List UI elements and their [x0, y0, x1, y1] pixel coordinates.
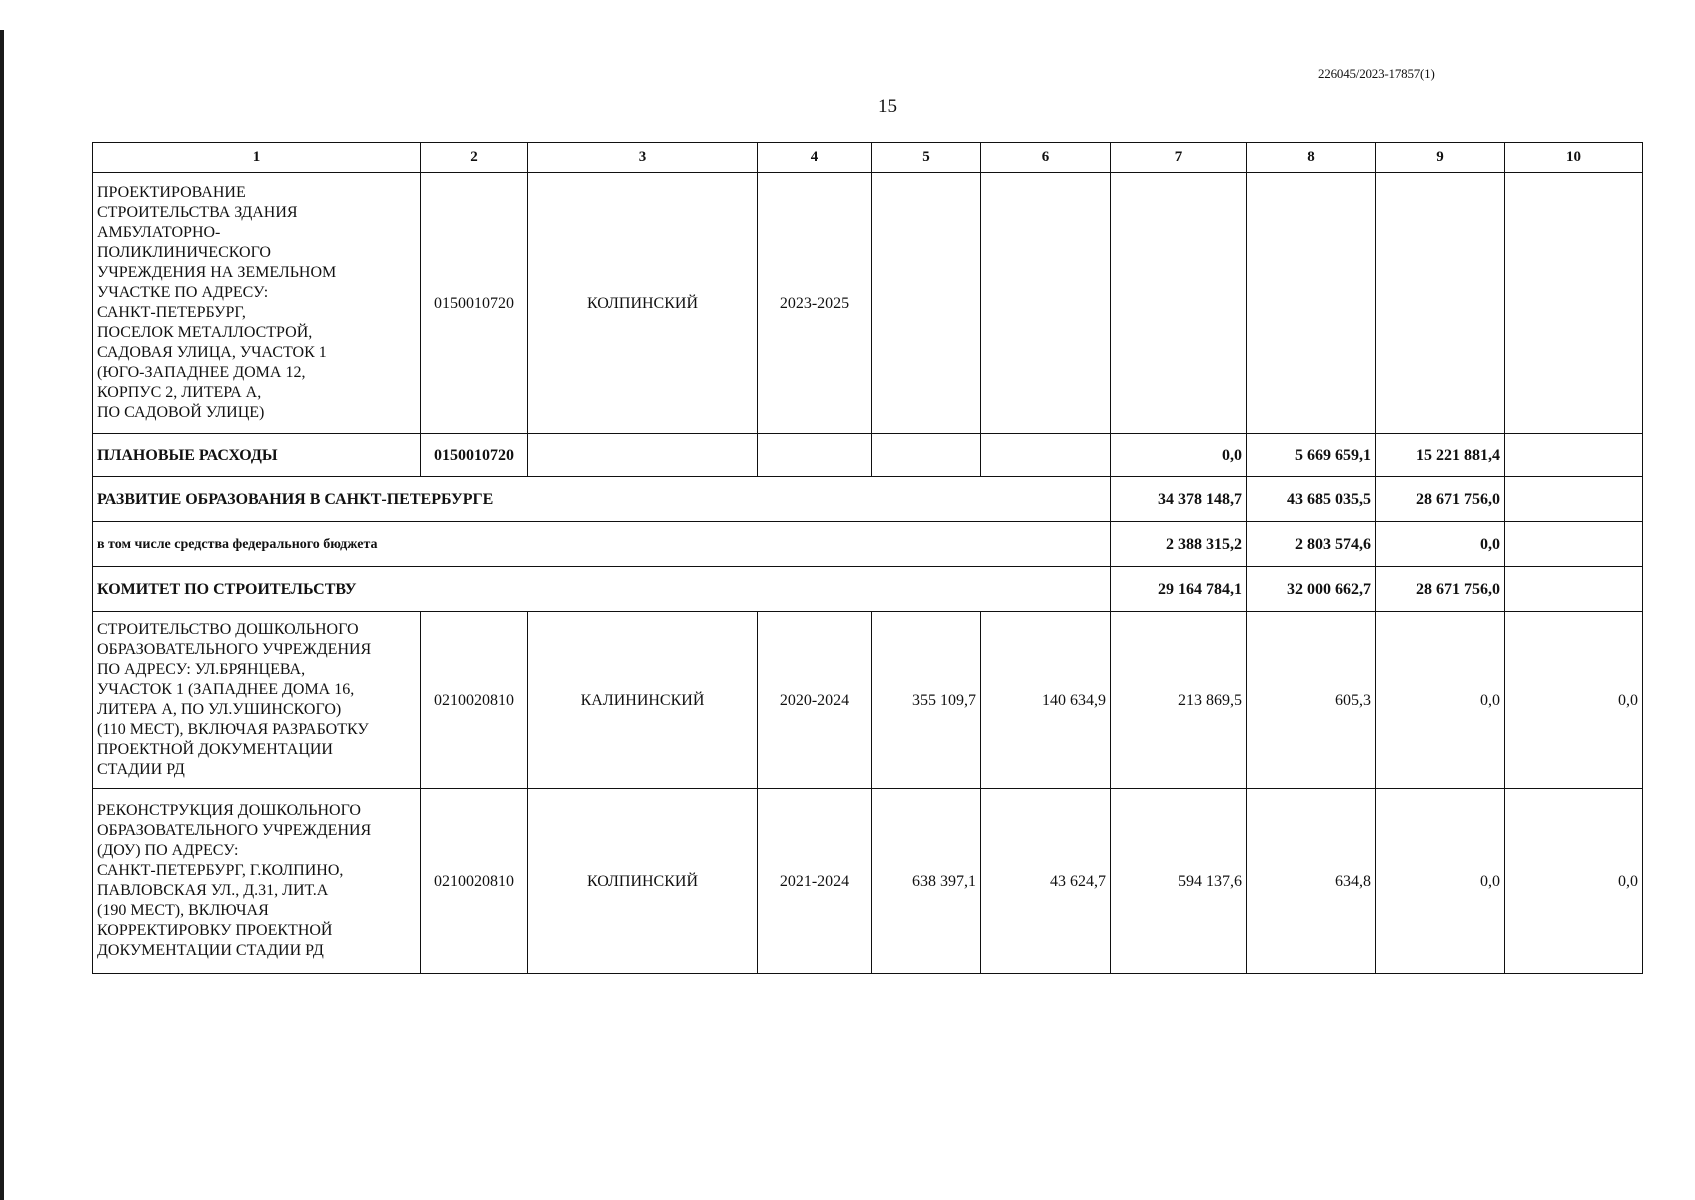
- document-id: 226045/2023-17857(1): [1318, 66, 1435, 81]
- object-name-cell: [93, 789, 421, 974]
- object-name: РЕКОНСТРУКЦИЯ ДОШКОЛЬНОГО ОБРАЗОВАТЕЛЬНОГО УЧРЕЖДЕНИЯ (ДОУ) ПО АДРЕСУ: САНКТ-ПЕТЕРБУРГ, Г.КОЛПИНО, ПАВЛОВСКАЯ УЛ., Д.31, ЛИТ.А (190 МЕСТ), ВКЛЮЧАЯ КОРРЕКТИРОВКУ ПРОЕКТНОЙ ДОКУМЕНТАЦИИ СТАДИИ РД: [97, 802, 372, 959]
- object-name-cell: [93, 173, 421, 434]
- page-number: 15: [878, 96, 897, 117]
- budget-code: 0150010720: [421, 173, 528, 434]
- value-col-10: [1505, 173, 1643, 434]
- value-col-10: [1505, 567, 1643, 612]
- value-col-10: [1505, 477, 1643, 522]
- value-col-10: 0,0: [1505, 789, 1643, 974]
- period: 2023-2025: [758, 173, 872, 434]
- value-col-9: [1376, 173, 1505, 434]
- value-col-5: [872, 173, 981, 434]
- value-col-8: 32 000 662,7: [1247, 567, 1376, 612]
- empty-cell: [758, 434, 872, 477]
- value-col-8: 634,8: [1247, 789, 1376, 974]
- period: 2021-2024: [758, 789, 872, 974]
- period: 2020-2024: [758, 612, 872, 789]
- table-row-section: [93, 477, 1643, 522]
- value-col-10: [1505, 522, 1643, 567]
- table-row-planned: [93, 434, 1643, 477]
- header-col-9: 9: [1376, 143, 1505, 173]
- value-col-7: 29 164 784,1: [1111, 567, 1247, 612]
- table-row-federal: [93, 522, 1643, 567]
- value-col-9: 15 221 881,4: [1376, 434, 1505, 477]
- budget-code: 0210020810: [421, 789, 528, 974]
- header-col-1: 1: [93, 143, 421, 173]
- header-col-5: 5: [872, 143, 981, 173]
- table-row-design: [93, 173, 1643, 434]
- header-col-10: 10: [1505, 143, 1643, 173]
- value-col-8: 2 803 574,6: [1247, 522, 1376, 567]
- header-col-2: 2: [421, 143, 528, 173]
- value-col-9: 28 671 756,0: [1376, 567, 1505, 612]
- district: КОЛПИНСКИЙ: [528, 173, 758, 434]
- value-col-8: [1247, 173, 1376, 434]
- value-col-7: 34 378 148,7: [1111, 477, 1247, 522]
- value-col-7: 2 388 315,2: [1111, 522, 1247, 567]
- object-name: ПРОЕКТИРОВАНИЕ СТРОИТЕЛЬСТВА ЗДАНИЯ АМБУЛАТОРНО- ПОЛИКЛИНИЧЕСКОГО УЧРЕЖДЕНИЯ НА ЗЕМЕЛЬНОМ УЧАСТКЕ ПО АДРЕСУ: САНКТ-ПЕТЕРБУРГ, ПОСЕЛОК МЕТАЛЛОСТРОЙ, САДОВАЯ УЛИЦА, УЧАСТОК 1 (ЮГО-ЗАПАДНЕЕ ДОМА 12, КОРПУС 2, ЛИТЕРА А, ПО САДОВОЙ УЛИЦЕ): [97, 184, 337, 421]
- value-col-5: 638 397,1: [872, 789, 981, 974]
- header-col-6: 6: [981, 143, 1111, 173]
- district: КАЛИНИНСКИЙ: [528, 612, 758, 789]
- object-name-cell: [93, 612, 421, 789]
- value-col-7: 213 869,5: [1111, 612, 1247, 789]
- empty-cell: [528, 434, 758, 477]
- planned-label: ПЛАНОВЫЕ РАСХОДЫ: [93, 434, 421, 477]
- section-title: РАЗВИТИЕ ОБРАЗОВАНИЯ В САНКТ-ПЕТЕРБУРГЕ: [93, 477, 1111, 522]
- value-col-8: 5 669 659,1: [1247, 434, 1376, 477]
- table-row-committee: [93, 567, 1643, 612]
- value-col-8: 43 685 035,5: [1247, 477, 1376, 522]
- value-col-6: 140 634,9: [981, 612, 1111, 789]
- header-col-3: 3: [528, 143, 758, 173]
- budget-table: [92, 142, 1643, 974]
- empty-cell: [872, 434, 981, 477]
- table-row-object-1: [93, 612, 1643, 789]
- value-col-9: 0,0: [1376, 522, 1505, 567]
- value-col-7: 594 137,6: [1111, 789, 1247, 974]
- value-col-7: [1111, 173, 1247, 434]
- object-name: СТРОИТЕЛЬСТВО ДОШКОЛЬНОГО ОБРАЗОВАТЕЛЬНОГО УЧРЕЖДЕНИЯ ПО АДРЕСУ: УЛ.БРЯНЦЕВА, УЧАСТОК 1 (ЗАПАДНЕЕ ДОМА 16, ЛИТЕРА А, ПО УЛ.УШИНСКОГО) (110 МЕСТ), ВКЛЮЧАЯ РАЗРАБОТКУ ПРОЕКТНОЙ ДОКУМЕНТАЦИИ СТАДИИ РД: [97, 621, 372, 778]
- header-col-4: 4: [758, 143, 872, 173]
- header-col-8: 8: [1247, 143, 1376, 173]
- committee-title: КОМИТЕТ ПО СТРОИТЕЛЬСТВУ: [93, 567, 1111, 612]
- header-col-7: 7: [1111, 143, 1247, 173]
- federal-budget-label: в том числе средства федерального бюджета: [93, 522, 1111, 567]
- value-col-9: 28 671 756,0: [1376, 477, 1505, 522]
- value-col-6: [981, 173, 1111, 434]
- district: КОЛПИНСКИЙ: [528, 789, 758, 974]
- header-row: [93, 143, 1643, 173]
- value-col-7: 0,0: [1111, 434, 1247, 477]
- value-col-8: 605,3: [1247, 612, 1376, 789]
- value-col-9: 0,0: [1376, 612, 1505, 789]
- value-col-6: 43 624,7: [981, 789, 1111, 974]
- budget-code: 0210020810: [421, 612, 528, 789]
- empty-cell: [981, 434, 1111, 477]
- budget-code: 0150010720: [421, 434, 528, 477]
- value-col-10: 0,0: [1505, 612, 1643, 789]
- scan-edge: [0, 30, 4, 1200]
- value-col-10: [1505, 434, 1643, 477]
- table-row-object-2: [93, 789, 1643, 974]
- value-col-5: 355 109,7: [872, 612, 981, 789]
- value-col-9: 0,0: [1376, 789, 1505, 974]
